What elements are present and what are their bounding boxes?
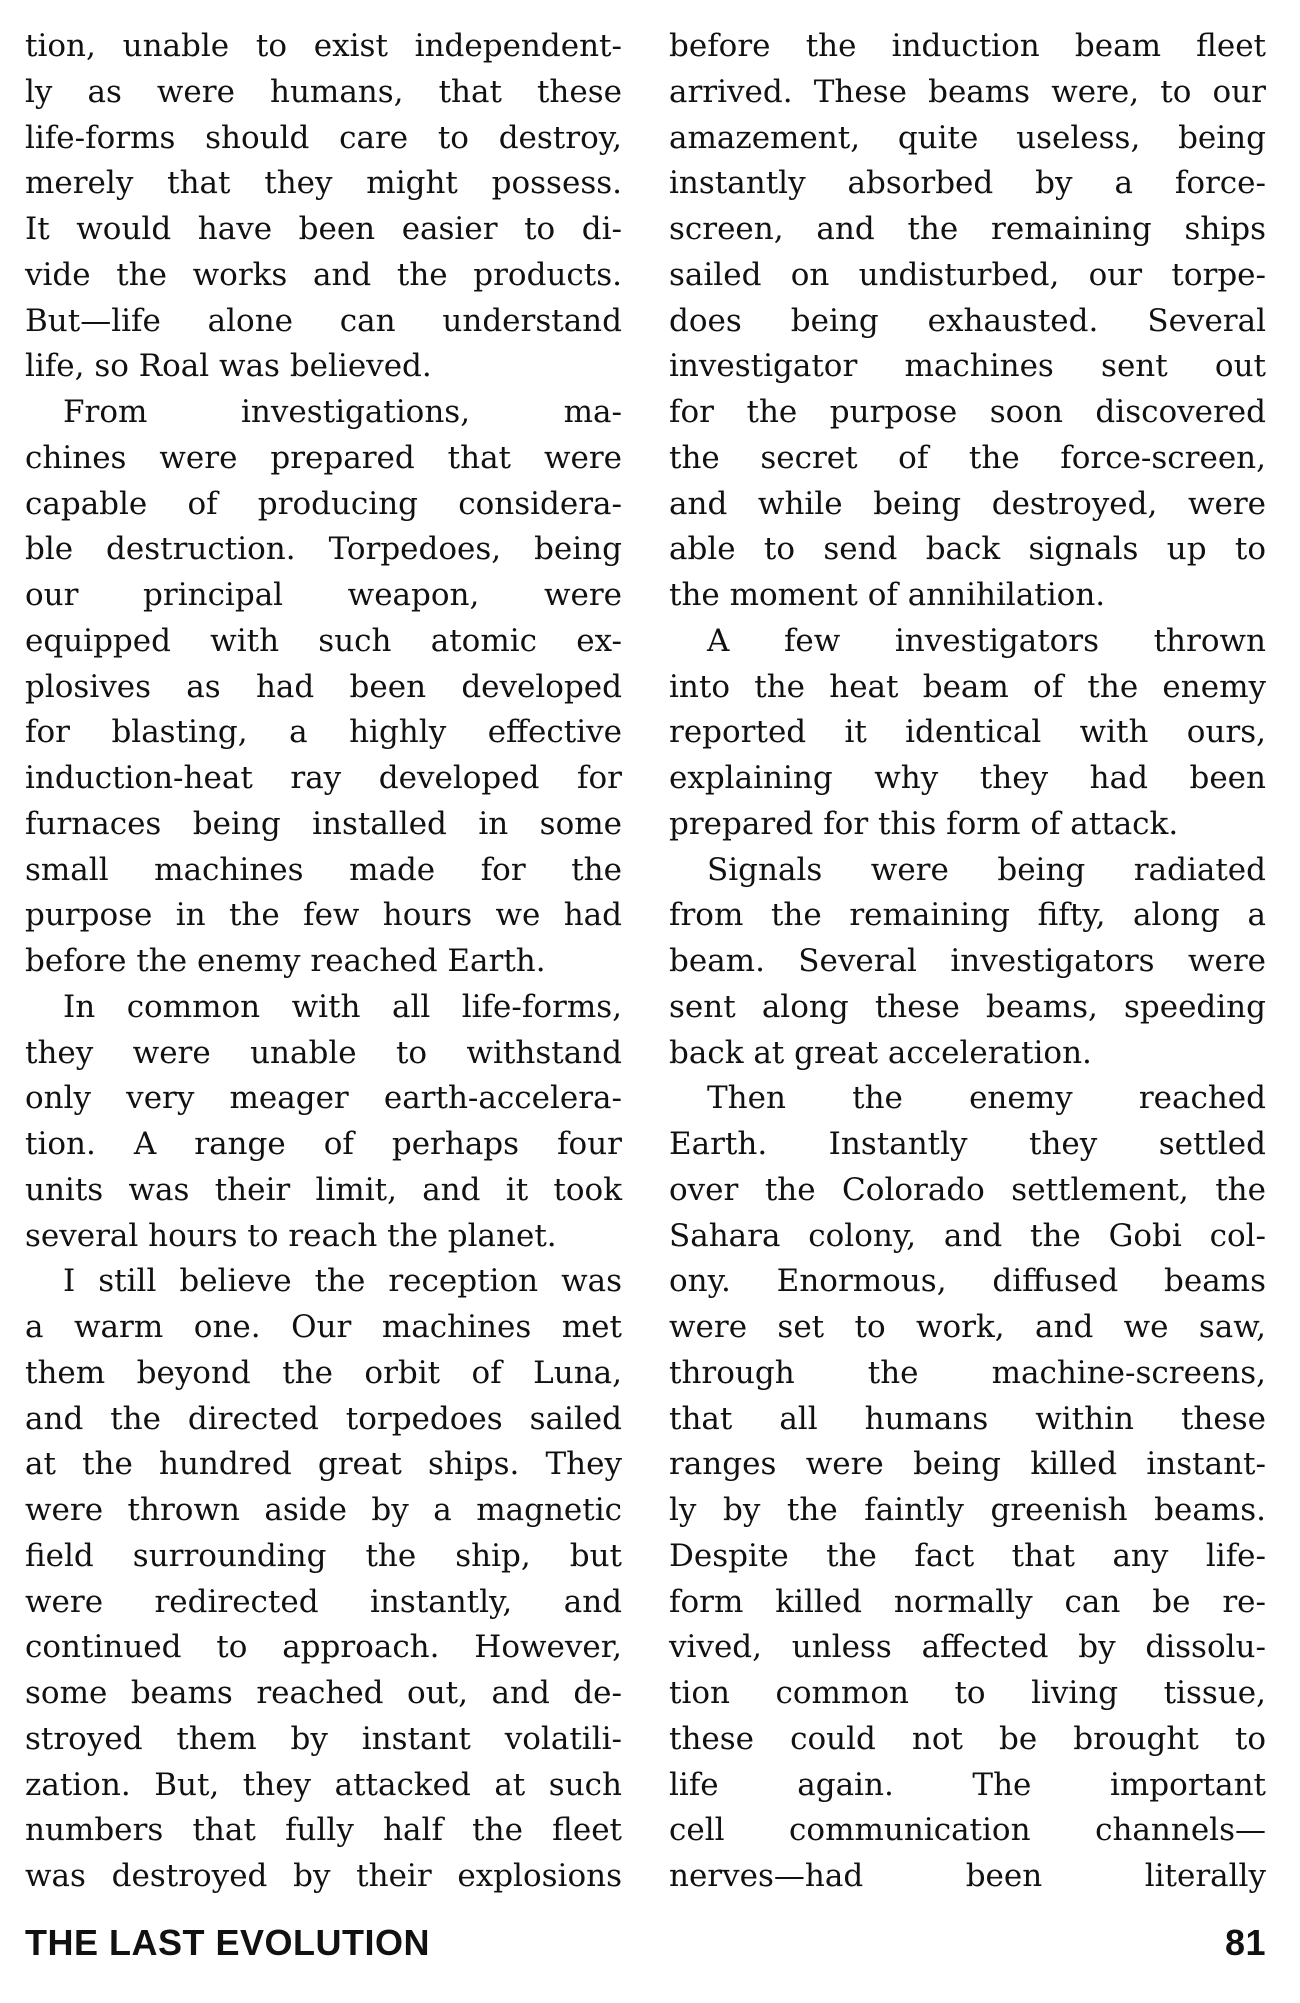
text-line: were thrown aside by a magnetic <box>25 1492 622 1528</box>
text-line: stroyed them by instant volatili- <box>25 1720 622 1757</box>
text-line: for blasting, a highly effective <box>25 714 622 751</box>
paragraph <box>25 390 622 985</box>
text-line: these could not be brought to <box>669 1720 1266 1757</box>
text-line: continued to approach. However, <box>25 1629 622 1666</box>
text-line: into the heat beam of the enemy <box>669 668 1266 705</box>
text-column-right <box>669 24 1266 1900</box>
text-line: vived, unless affected by dissolu- <box>669 1629 1266 1666</box>
text-line: prepared for this form of attack. <box>669 805 1179 842</box>
text-line: investigator machines sent out <box>669 348 1266 385</box>
text-line: numbers that fully half the fleet <box>25 1812 622 1849</box>
text-line: furnaces being installed in some <box>25 805 622 842</box>
text-line: cell communication channels— <box>669 1812 1266 1849</box>
text-line: field surrounding the ship, but <box>25 1537 622 1574</box>
page-number: 81 <box>1224 1922 1266 1963</box>
text-line: able to send back signals up to <box>669 531 1266 568</box>
text-line: for the purpose soon discovered <box>669 394 1266 430</box>
text-line: them beyond the orbit of Luna, <box>25 1354 622 1391</box>
text-line: several hours to reach the planet. <box>25 1217 557 1254</box>
text-line: were redirected instantly, and <box>25 1583 622 1620</box>
text-line: instantly absorbed by a force- <box>669 165 1266 202</box>
text-line: a warm one. Our machines met <box>25 1309 622 1345</box>
text-line: and while being destroyed, were <box>669 485 1266 522</box>
text-line: before the induction beam fleet <box>669 28 1266 64</box>
paragraph <box>669 1076 1266 1900</box>
text-line: tion, unable to exist independent- <box>25 28 622 64</box>
text-line: through the machine-screens, <box>669 1354 1266 1391</box>
text-column-left <box>25 24 622 1900</box>
paragraph <box>669 619 1266 848</box>
text-line: ly by the faintly greenish beams. <box>669 1492 1266 1528</box>
text-line: Signals were being radiated <box>707 851 1266 888</box>
text-line: life again. The important <box>669 1766 1266 1803</box>
text-line: at the hundred great ships. They <box>25 1446 622 1483</box>
text-line: induction-heat ray developed for <box>25 760 622 796</box>
text-line: vide the works and the products. <box>25 256 622 293</box>
text-line: Despite the fact that any life- <box>669 1537 1266 1574</box>
text-line: only very meager earth-accelera- <box>25 1080 622 1117</box>
text-line: tion. A range of perhaps four <box>25 1126 622 1162</box>
paragraph <box>669 848 1266 1077</box>
text-line: merely that they might possess. <box>25 165 622 202</box>
text-line: Earth. Instantly they settled <box>669 1126 1266 1162</box>
text-line: that all humans within these <box>669 1400 1266 1437</box>
text-line: But—life alone can understand <box>25 302 622 339</box>
text-line: life, so Roal was believed. <box>25 348 432 385</box>
text-line: ble destruction. Torpedoes, being <box>25 531 622 568</box>
text-line: equipped with such atomic ex- <box>25 622 622 659</box>
text-line: ly as were humans, that these <box>25 73 622 110</box>
text-line: nerves—had been literally <box>669 1858 1266 1894</box>
text-line: ranges were being killed instant- <box>669 1446 1266 1483</box>
text-line: beam. Several investigators were <box>669 943 1266 979</box>
text-line: were set to work, and we saw, <box>669 1309 1266 1345</box>
text-line: zation. But, they attacked at such <box>25 1766 622 1803</box>
text-line: form killed normally can be re- <box>669 1583 1266 1620</box>
text-line: From investigations, ma- <box>63 394 622 430</box>
text-line: reported it identical with ours, <box>669 714 1266 751</box>
text-line: units was their limit, and it took <box>25 1171 622 1208</box>
paragraph <box>25 24 622 390</box>
text-line: the moment of annihilation. <box>669 577 1106 613</box>
text-line: ony. Enormous, diffused beams <box>669 1263 1266 1300</box>
text-line: amazement, quite useless, being <box>669 119 1266 156</box>
running-footer-title: THE LAST EVOLUTION <box>25 1922 430 1963</box>
text-line: A few investigators thrown <box>707 622 1266 659</box>
text-line: sent along these beams, speeding <box>669 988 1266 1025</box>
text-line: It would have been easier to di- <box>25 211 622 247</box>
text-line: the secret of the force-screen, <box>669 439 1266 476</box>
text-line: capable of producing considera- <box>25 485 622 522</box>
text-line: screen, and the remaining ships <box>669 211 1266 247</box>
text-line: explaining why they had been <box>669 760 1266 796</box>
text-line: before the enemy reached Earth. <box>25 943 546 979</box>
text-line: plosives as had been developed <box>25 668 622 705</box>
text-line: I still believe the reception was <box>63 1263 622 1300</box>
text-line: and the directed torpedoes sailed <box>25 1400 622 1437</box>
text-line: from the remaining fifty, along a <box>669 897 1266 934</box>
paragraph <box>25 1259 622 1900</box>
text-line: In common with all life-forms, <box>63 988 622 1025</box>
paragraph <box>669 24 1266 619</box>
text-line: purpose in the few hours we had <box>25 897 622 934</box>
text-line: some beams reached out, and de- <box>25 1675 622 1711</box>
text-line: small machines made for the <box>25 851 622 888</box>
text-line: tion common to living tissue, <box>669 1675 1266 1711</box>
text-line: Sahara colony, and the Gobi col- <box>669 1217 1266 1254</box>
text-line: back at great acceleration. <box>669 1034 1092 1071</box>
text-line: does being exhausted. Several <box>669 302 1266 339</box>
text-line: sailed on undisturbed, our torpe- <box>669 256 1266 293</box>
paragraph <box>25 985 622 1260</box>
text-line: our principal weapon, were <box>25 577 622 613</box>
text-line: over the Colorado settlement, the <box>669 1171 1266 1208</box>
text-line: life-forms should care to destroy, <box>25 119 622 156</box>
text-line: they were unable to withstand <box>25 1034 622 1071</box>
text-line: arrived. These beams were, to our <box>669 73 1266 110</box>
text-line: chines were prepared that were <box>25 439 622 476</box>
text-line: was destroyed by their explosions <box>25 1858 622 1894</box>
text-line: Then the enemy reached <box>707 1080 1266 1117</box>
